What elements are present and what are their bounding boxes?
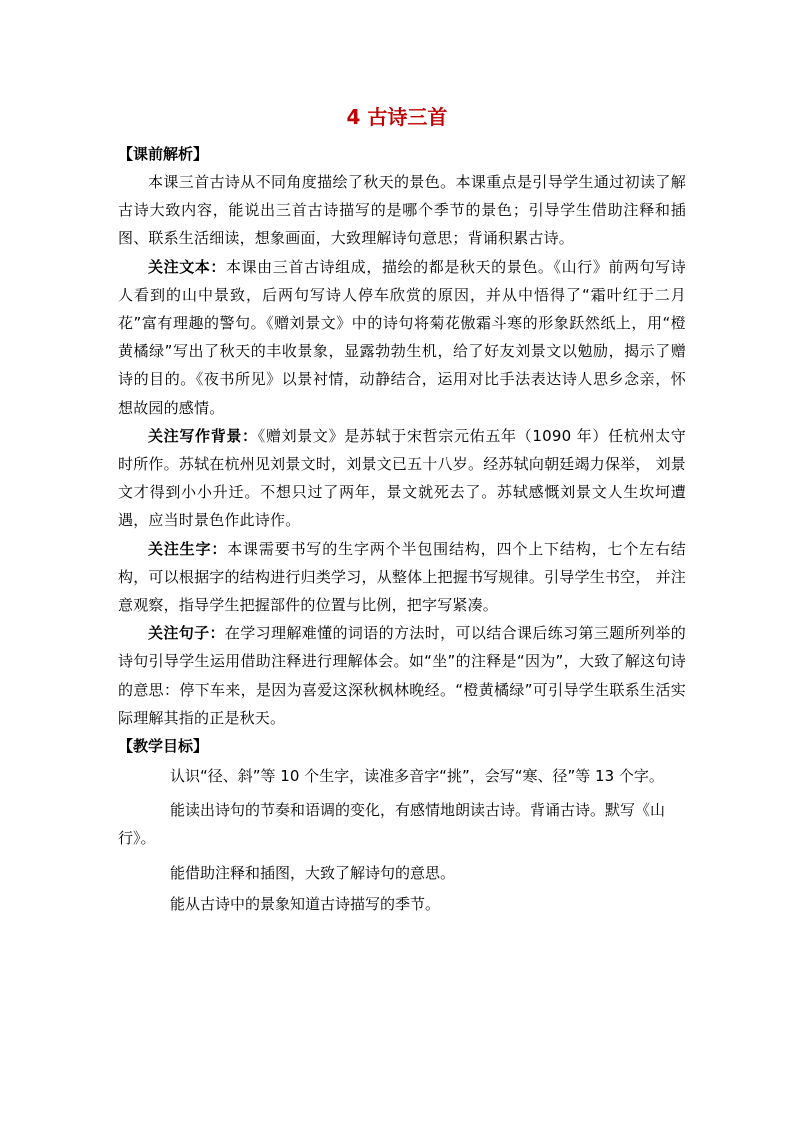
sentence-paragraph	[118, 619, 686, 732]
text-focus-label: 关注文本：	[148, 257, 226, 276]
characters-label: 关注生字：	[148, 539, 228, 558]
teaching-goals-list	[118, 762, 686, 918]
document-body	[118, 140, 686, 921]
text-focus-body: 本课由三首古诗组成，描绘的都是秋天的景色。《山行》前两句写诗人看到的山中景致，后两句写诗人停车欣赏的原因，并从中悟得了“霜叶红于二月花”富有理趣的警句。《赠刘景文》中的诗句将菊花傲霜斗寒的形象跃然纸上，用“橙黄橘绿”写出了秋天的丰收景象，显露勃勃生机，给了好友刘景文以勉励，揭示了赠诗的目的。《夜书所见》以景衬情，动静结合，运用对比手法表达诗人思乡念亲，怀想故园的感情。	[118, 257, 686, 417]
characters-paragraph	[118, 535, 686, 620]
background-paragraph	[118, 422, 686, 535]
sentence-body: 在学习理解难懂的词语的方法时，可以结合课后练习第三题所列举的诗句引导学生运用借助注释进行理解体会。如“坐”的注释是“因为”，大致了解这句诗的意思：停下车来，是因为喜爱这深秋枫林晚经。“橙黄橘绿”可引导学生联系生活实际理解其指的正是秋天。	[118, 624, 686, 727]
section-heading-teaching-goals: 【教学目标】	[118, 737, 209, 756]
goal-item: 认识“径、斜”等 10 个生字，读准多音字“挑”，会写“寒、径”等 13 个字。	[170, 767, 664, 786]
text-focus-paragraph	[118, 253, 686, 422]
background-label: 关注写作背景：	[148, 426, 258, 445]
background-body: 《赠刘景文》是苏轼于宋哲宗元佑五年（1090 年）任杭州太守时所作。苏轼在杭州见刘景文时，刘景文已五十八岁。经苏轼向朝廷竭力保举， 刘景文才得到小小升迁。不想只过了两年，景文就死去了。苏轼感慨刘景文人生坎坷遭遇，应当时景色作此诗作。	[118, 426, 686, 530]
page-title: 4 古诗三首	[346, 105, 448, 129]
intro-paragraph: 本课三首古诗从不同角度描绘了秋天的景色。本课重点是引导学生通过初读了解古诗大致内容，能说出三首古诗描写的是哪个季节的景色；引导学生借助注释和插图、联系生活细读，想象画面，大致理解诗句意思；背诵积累古诗。	[118, 173, 686, 248]
section-heading-pre-analysis: 【课前解析】	[118, 145, 209, 163]
sentence-label: 关注句子：	[148, 624, 225, 643]
characters-body: 本课需要书写的生字两个半包围结构，四个上下结构，七个左右结构，可以根据字的结构进行归类学习，从整体上把握书写规律。引导学生书空， 并注意观察，指导学生把握部件的位置与比例，把字写紧凑。	[118, 539, 686, 615]
goal-item: 能借助注释和插图，大致了解诗句的意思。	[170, 863, 456, 882]
goal-item: 能读出诗句的节奏和语调的变化，有感情地朗读古诗。背诵古诗。默写《山行》。	[118, 801, 666, 848]
goal-item: 能从古诗中的景象知道古诗描写的季节。	[170, 894, 441, 913]
